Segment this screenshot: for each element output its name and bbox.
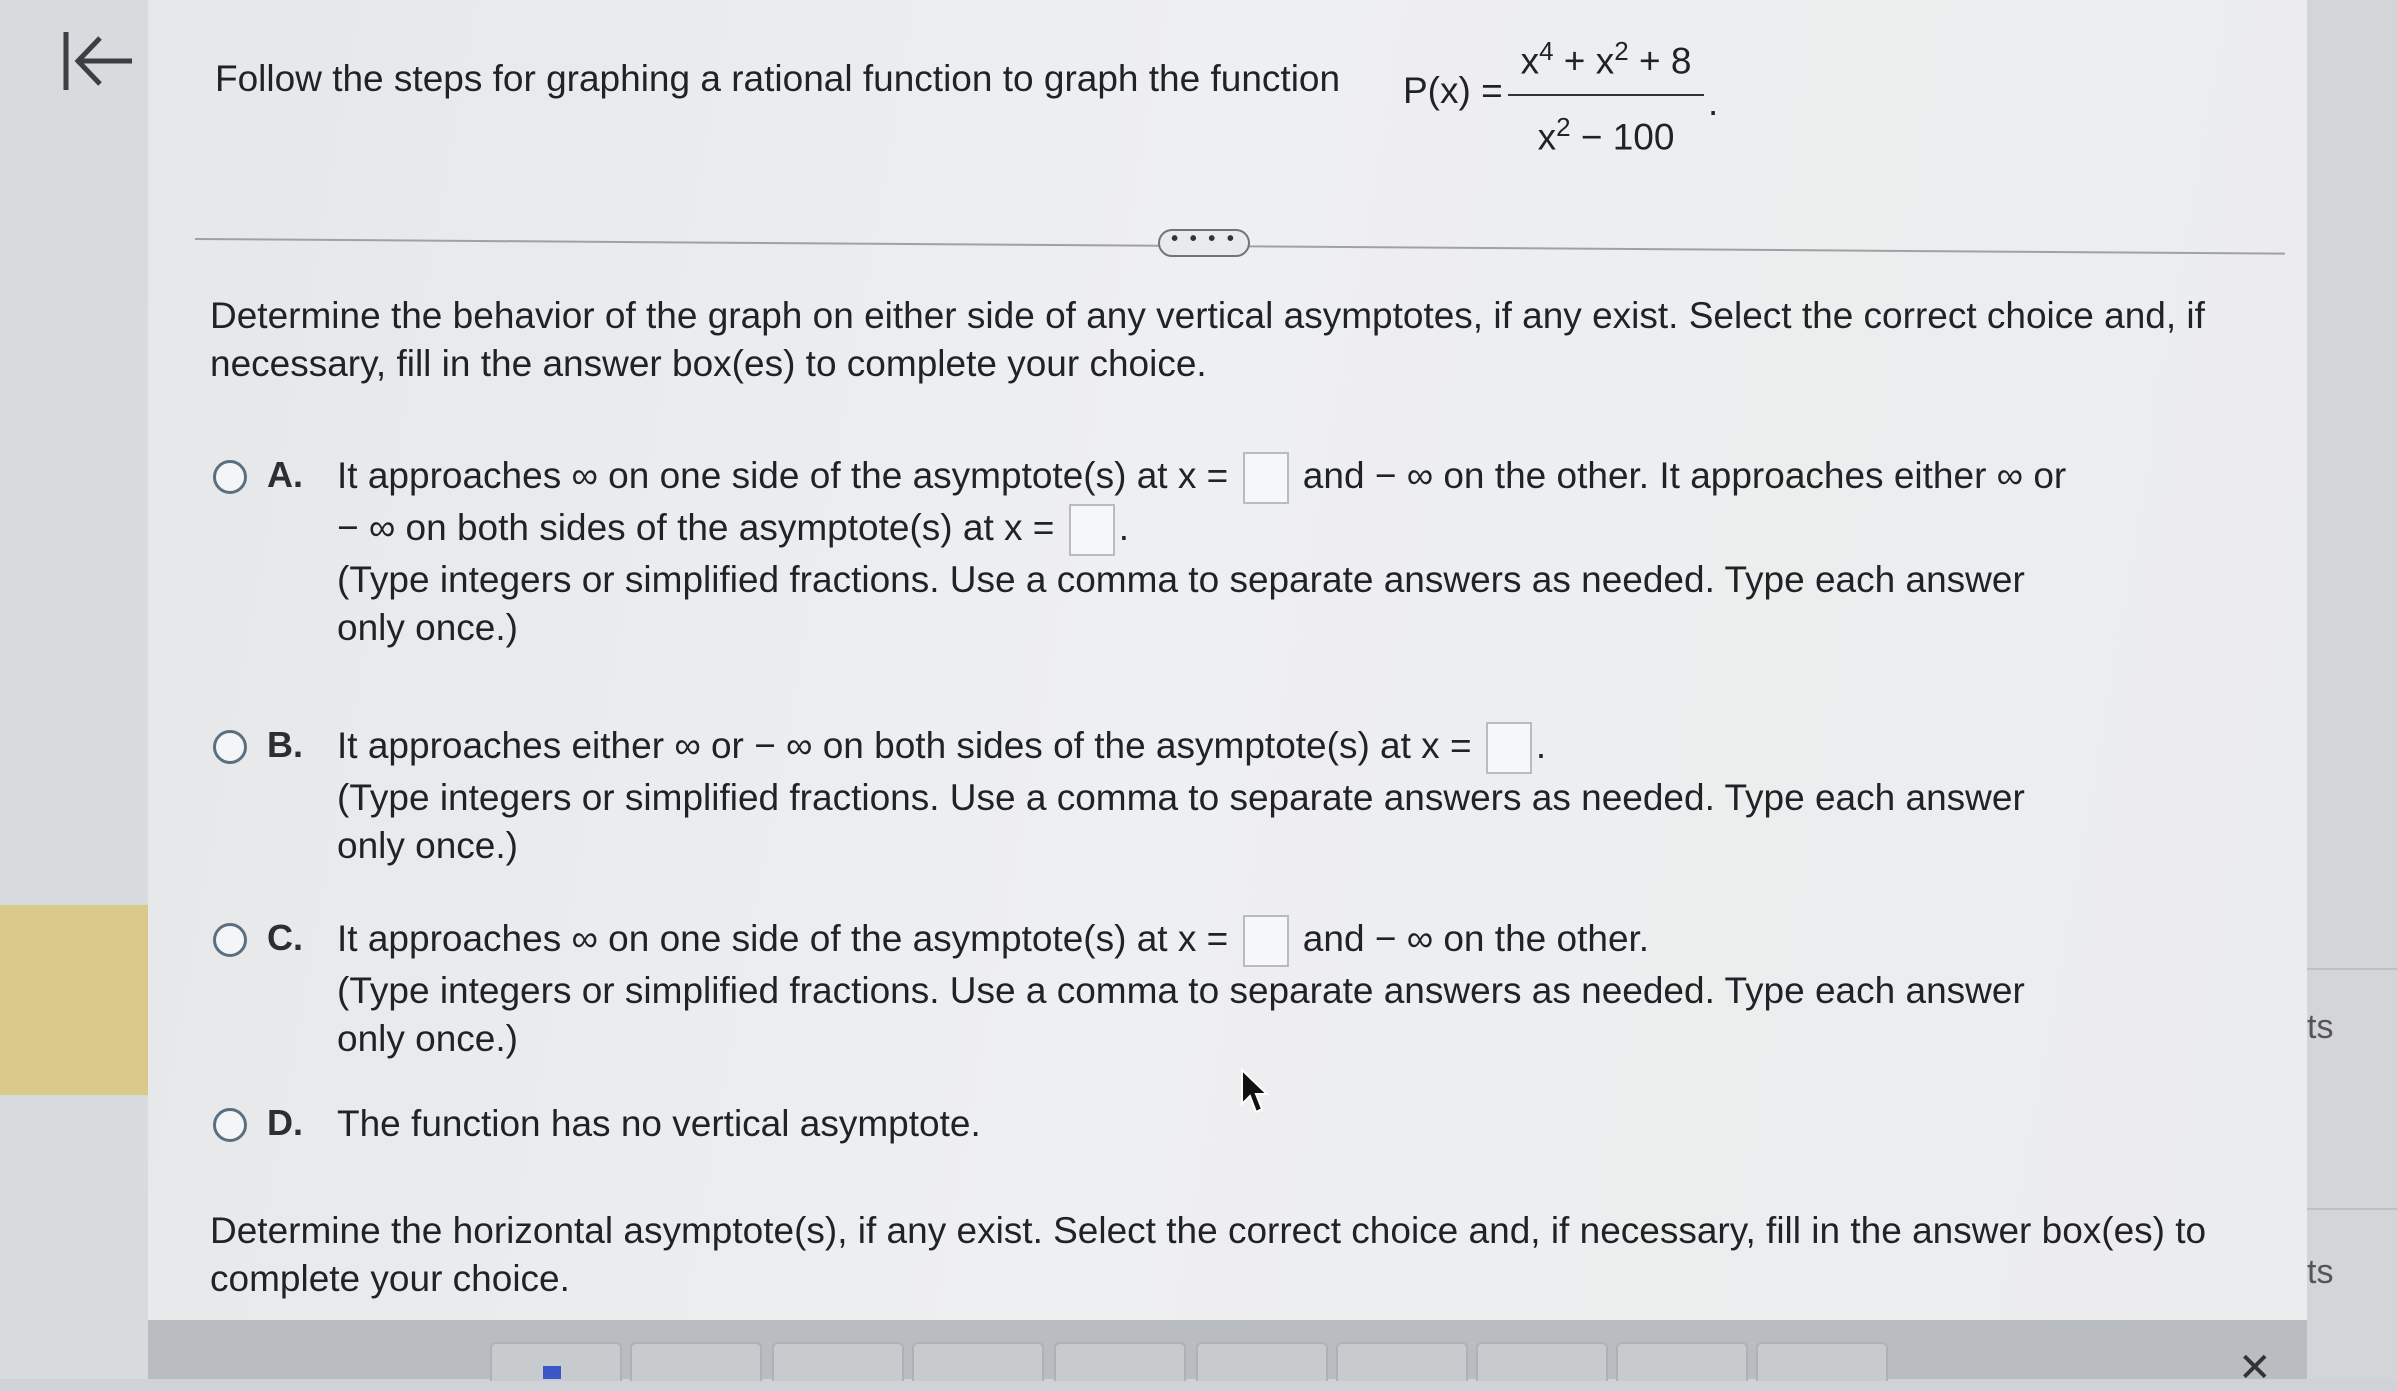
question-text: Follow the steps for graphing a rational function to graph the function [215,58,1341,99]
option-d[interactable] [205,1100,2165,1160]
radio-button-c[interactable] [213,923,247,957]
close-icon[interactable]: ✕ [2238,1346,2272,1390]
horizontal-asymptote-prompt: Determine the horizontal asymptote(s), if any exist. Select the correct choice and, if necessary, fill in the answer box(es) to complete your choice. [210,1210,2207,1299]
toolbar-tile[interactable] [1336,1342,1468,1381]
fraction-bar [1508,94,1704,96]
answer-box[interactable] [1069,504,1115,556]
sentence-period: . [1708,82,1719,123]
toolbar-tile[interactable] [630,1342,762,1381]
right-divider [2307,968,2397,970]
toolbar-tile[interactable] [1196,1342,1328,1381]
option-line [337,452,2167,504]
fraction-numerator: $x^4 + x^2 + 8$ [1520,36,1692,82]
vertical-asymptote-prompt: Determine the behavior of the graph on either side of any vertical asymptotes, if any exist. Select the correct choice and, if necessary, fill in the answer box(es) to complete your choice. [210,295,2205,384]
hint-text: only once.) [337,825,518,867]
answer-box[interactable] [1243,915,1289,967]
hint-text: only once.) [337,607,518,649]
option-body [337,722,2167,870]
option-text: and − ∞ on the other. It approaches either ∞ or [1302,455,2067,496]
right-gutter [2307,0,2397,1379]
hint-text: only once.) [337,1018,518,1060]
hint-text: (Type integers or simplified fractions. Use a comma to separate answers as needed. Type each answer [337,777,2025,819]
option-text: It approaches either ∞ or − ∞ on both sides of the asymptote(s) at x = [337,725,1472,766]
option-text: . [1535,725,1547,766]
option-b[interactable] [205,722,2165,892]
left-gutter [0,0,148,1379]
answer-box[interactable] [1243,452,1289,504]
option-text: It approaches ∞ on one side of the asymptote(s) at x = [337,455,1229,496]
left-highlight [0,905,148,1095]
hint-text: (Type integers or simplified fractions. Use a comma to separate answers as needed. Type each answer [337,559,2025,601]
option-line [337,504,2167,556]
function-fraction [1508,30,1704,160]
right-divider [2307,1208,2397,1210]
function-label: P(x) = [1403,70,1503,111]
option-c[interactable] [205,915,2165,1085]
option-body [337,452,2167,652]
option-text: − ∞ on both sides of the asymptote(s) at x = [337,507,1055,549]
option-letter: A. [267,454,303,495]
radio-button-a[interactable] [213,460,247,494]
option-line [337,915,2167,967]
toolbar-tile[interactable] [1476,1342,1608,1381]
option-text: . [1118,507,1129,549]
answer-box[interactable] [1486,722,1532,774]
toolbar-tile[interactable] [1616,1342,1748,1381]
radio-button-b[interactable] [213,730,247,764]
right-side-text: ts [2307,1008,2334,1046]
fraction-denominator: $x^2 - 100$ [1537,112,1675,158]
option-text: and − ∞ on the other. [1302,918,1650,959]
right-side-text: ts [2307,1253,2334,1291]
option-line [337,722,2167,774]
option-body [337,915,2167,1063]
option-letter: C. [267,917,303,958]
back-to-start-icon [56,22,146,102]
toolbar-indicator [543,1366,561,1379]
option-letter: D. [267,1102,303,1143]
mouse-pointer-icon [1240,1068,1270,1118]
toolbar-tile[interactable] [1054,1342,1186,1381]
toolbar-tile[interactable] [912,1342,1044,1381]
radio-button-d[interactable] [213,1108,247,1142]
toolbar-tile[interactable] [772,1342,904,1381]
option-letter: B. [267,724,303,765]
expand-button[interactable]: • • • • [1158,229,1250,257]
option-text: The function has no vertical asymptote. [337,1103,981,1144]
option-text: It approaches ∞ on one side of the asymptote(s) at x = [337,918,1229,959]
hint-text: (Type integers or simplified fractions. Use a comma to separate answers as needed. Type each answer [337,970,2025,1012]
back-button[interactable] [56,22,146,102]
toolbar-tile[interactable] [1756,1342,1888,1381]
option-a[interactable] [205,452,2165,692]
